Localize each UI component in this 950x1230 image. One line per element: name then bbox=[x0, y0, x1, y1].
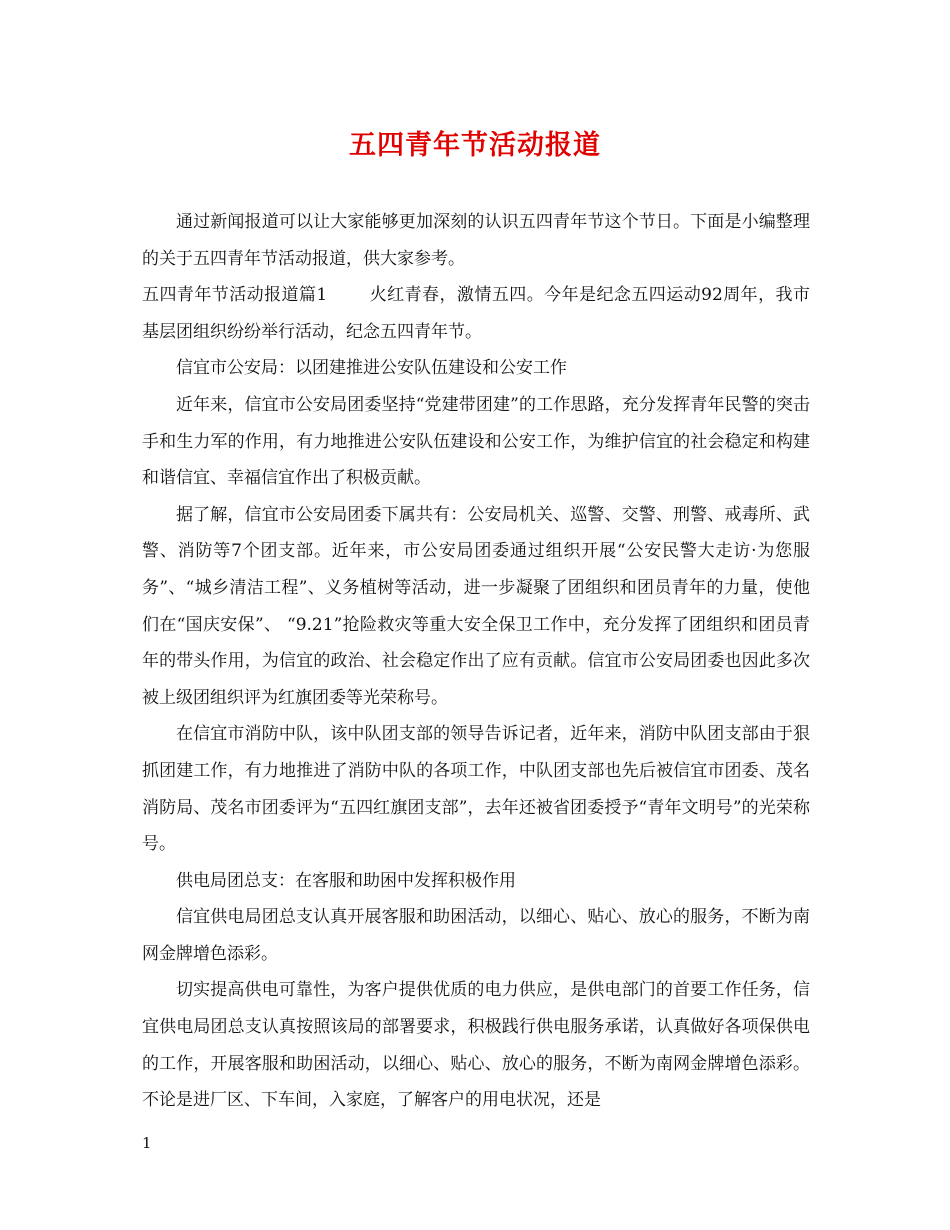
paragraph-intro: 通过新闻报道可以让大家能够更加深刻的认识五四青年节这个节日。下面是小编整理的关于五四青年节活动报道，供大家参考。 bbox=[142, 212, 810, 269]
subheading-power: 供电局团总支：在客服和助困中发挥积极作用 bbox=[176, 870, 516, 891]
subheading-police: 信宜市公安局：以团建推进公安队伍建设和公安工作 bbox=[176, 358, 567, 379]
section-heading: 五四青年节活动报道篇1 bbox=[142, 285, 328, 306]
paragraph-fire-brigade: 在信宜市消防中队，该中队团支部的领导告诉记者，近年来，消防中队团支部由于狠抓团建工作，有力地推进了消防中队的各项工作，中队团支部也先后被信宜市团委、茂名消防局、茂名市团委评为“五四红旗团支部”，去年还被省团委授予“青年文明号”的光荣称号。 bbox=[142, 724, 810, 855]
page-title: 五四青年节活动报道 bbox=[349, 130, 601, 161]
paragraph-section-1 bbox=[142, 277, 810, 350]
paragraph-power-1: 信宜供电局团总支认真开展客服和助困活动，以细心、贴心、放心的服务，不断为南网金牌增色添彩。 bbox=[142, 907, 810, 964]
paragraph-police-1: 近年来，信宜市公安局团委坚持“党建带团建”的工作思路，充分发挥青年民警的突击手和生力军的作用，有力地推进公安队伍建设和公安工作，为维护信宜的社会稳定和构建和谐信宜、幸福信宜作出了积极贡献。 bbox=[142, 394, 810, 489]
document-body bbox=[142, 204, 810, 1119]
page-number: 1 bbox=[142, 1134, 152, 1152]
paragraph-police-2: 据了解，信宜市公安局团委下属共有：公安局机关、巡警、交警、刑警、戒毒所、武警、消防等7个团支部。近年来，市公安局团委通过组织开展“公安民警大走访·为您服务”、“城乡清洁工程”、义务植树等活动，进一步凝聚了团组织和团员青年的力量，使他们在“国庆安保”、 “9.21”抢险救灾等重大安全保卫工作中，充分发挥了团组织和团员青年的带头作用，为信宜的政治、社会稳定作出了应有贡献。信宜市公安局团委也因此多次被上级团组织评为红旗团委等光荣称号。 bbox=[142, 504, 810, 708]
paragraph-power-2: 切实提高供电可靠性，为客户提供优质的电力供应，是供电部门的首要工作任务，信宜供电局团总支认真按照该局的部署要求，积极践行供电服务承诺，认真做好各项保供电的工作，开展客服和助困活动，以细心、贴心、放心的服务，不断为南网金牌增色添彩。不论是进厂区、下车间，入家庭，了解客户的用电状况，还是 bbox=[142, 980, 810, 1111]
section-lead: 火红青春，激情五四。今年是纪念五四运动92周年，我市基层团组织纷纷举行活动，纪念五四青年节。 bbox=[142, 285, 810, 342]
